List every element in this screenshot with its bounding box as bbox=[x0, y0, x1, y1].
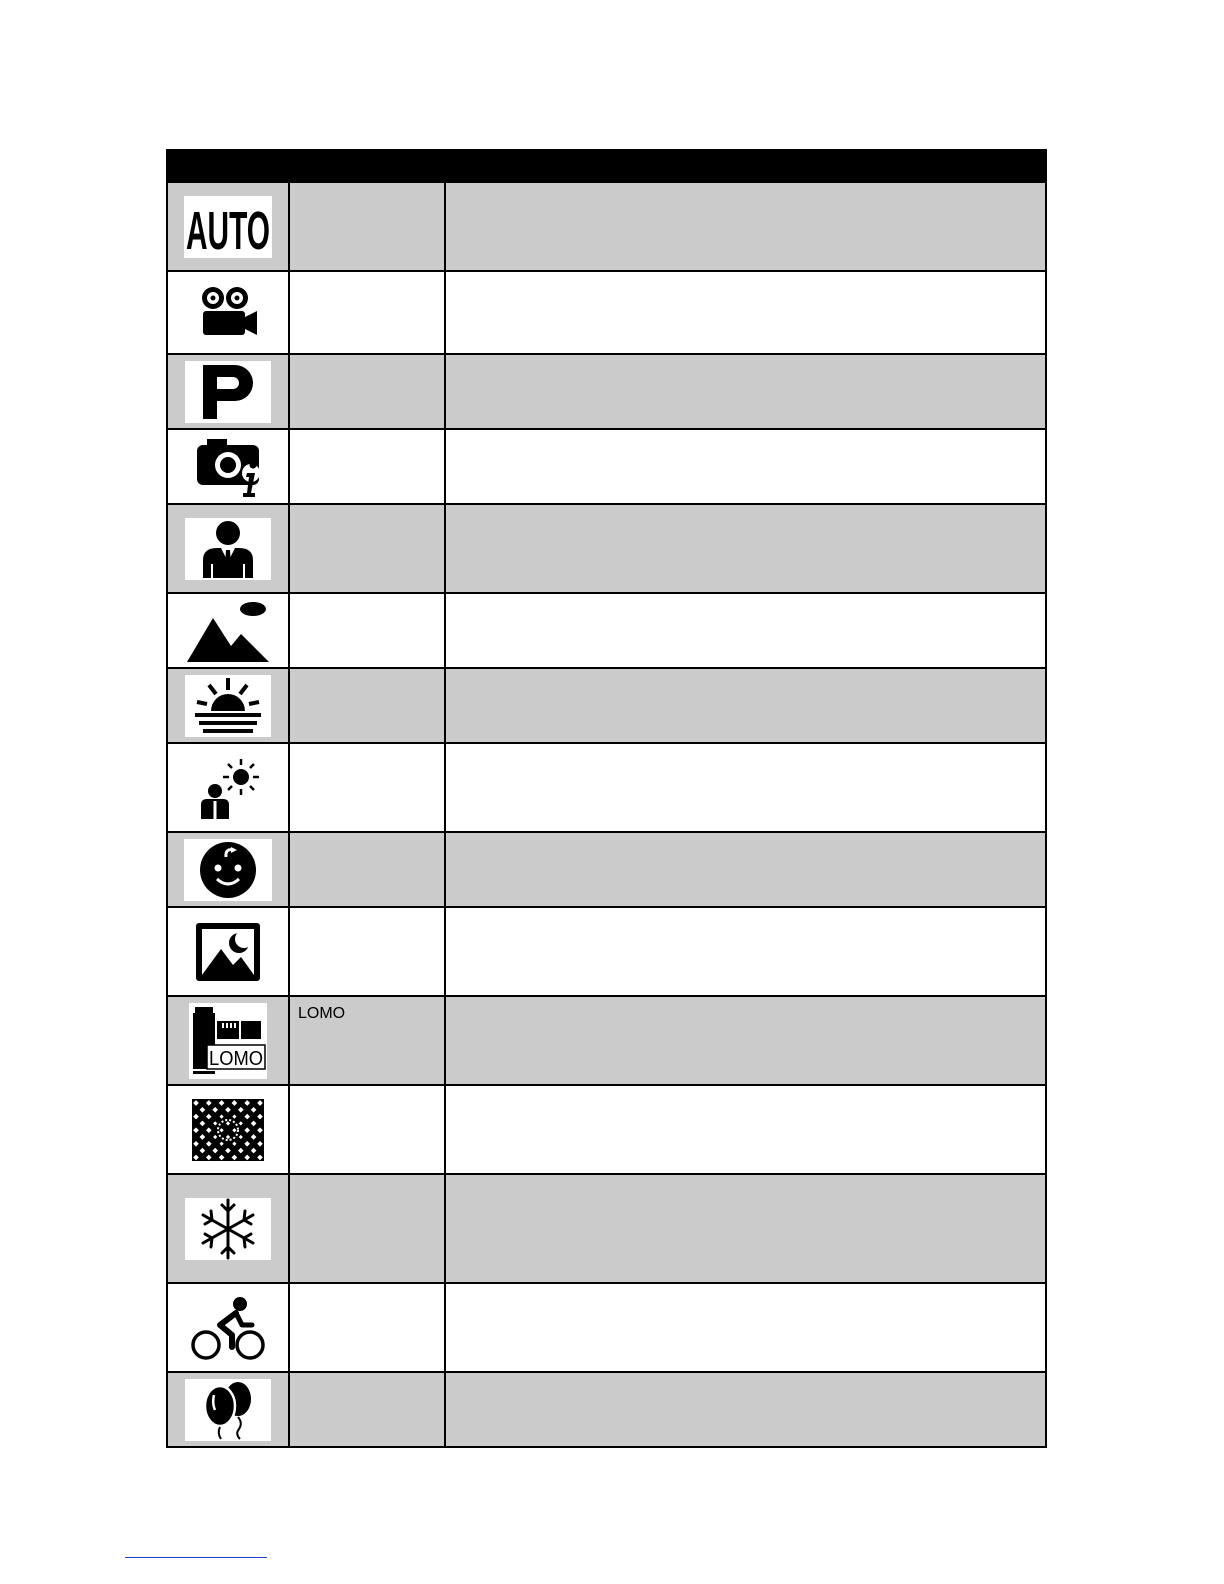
mode-description bbox=[446, 1284, 1045, 1371]
mode-description bbox=[446, 908, 1045, 995]
mode-name bbox=[290, 594, 446, 667]
table-row bbox=[168, 831, 1045, 906]
table-row bbox=[168, 906, 1045, 995]
table-row bbox=[168, 181, 1045, 270]
header-icon bbox=[168, 151, 300, 181]
table-row bbox=[168, 353, 1045, 428]
camera-info-icon bbox=[193, 435, 263, 499]
table-row bbox=[168, 1371, 1045, 1446]
header-description bbox=[466, 151, 1045, 181]
bicycle-sport-icon bbox=[190, 1295, 266, 1361]
mode-name bbox=[290, 669, 446, 742]
mode-description bbox=[446, 594, 1045, 667]
mode-description bbox=[446, 505, 1045, 592]
program-p-icon bbox=[185, 361, 271, 423]
svg-text:AUTO: AUTO bbox=[186, 200, 270, 261]
table-row bbox=[168, 1282, 1045, 1371]
scene-mode-table bbox=[166, 149, 1047, 1448]
night-landscape-icon bbox=[193, 921, 263, 983]
auto-text-icon bbox=[184, 196, 272, 261]
mode-description bbox=[446, 1373, 1045, 1446]
table-header bbox=[168, 151, 1045, 181]
table-row bbox=[168, 428, 1045, 503]
svg-text:LOMO: LOMO bbox=[209, 1047, 263, 1070]
mode-name bbox=[290, 1175, 446, 1282]
fisheye-dots-icon bbox=[192, 1099, 264, 1161]
mode-name bbox=[290, 183, 446, 270]
snowflake-icon bbox=[185, 1198, 271, 1260]
mode-name bbox=[290, 355, 446, 428]
table-row bbox=[168, 503, 1045, 592]
table-row bbox=[168, 1084, 1045, 1173]
mode-description bbox=[446, 744, 1045, 831]
lomo-film-icon bbox=[189, 1003, 267, 1079]
mode-description bbox=[446, 1175, 1045, 1282]
baby-face-icon bbox=[184, 839, 272, 901]
mode-name bbox=[290, 833, 446, 906]
header-mode bbox=[300, 151, 466, 181]
mode-description bbox=[446, 272, 1045, 353]
footer-link-underline bbox=[125, 1557, 267, 1558]
balloons-party-icon bbox=[185, 1379, 271, 1441]
table-row bbox=[168, 270, 1045, 353]
backlight-person-sun-icon bbox=[193, 755, 263, 821]
mode-description bbox=[446, 997, 1045, 1084]
table-row bbox=[168, 592, 1045, 667]
mode-description bbox=[446, 183, 1045, 270]
movie-camera-icon bbox=[195, 285, 261, 341]
landscape-mountain-icon bbox=[185, 598, 271, 664]
mode-name bbox=[290, 272, 446, 353]
mode-name bbox=[290, 1373, 446, 1446]
mode-name bbox=[290, 908, 446, 995]
table-row bbox=[168, 995, 1045, 1084]
sunset-icon bbox=[185, 675, 271, 737]
table-row bbox=[168, 742, 1045, 831]
mode-description bbox=[446, 833, 1045, 906]
mode-name bbox=[290, 430, 446, 503]
mode-name bbox=[290, 744, 446, 831]
table-row bbox=[168, 1173, 1045, 1282]
mode-description bbox=[446, 355, 1045, 428]
mode-description bbox=[446, 430, 1045, 503]
mode-description bbox=[446, 1086, 1045, 1173]
mode-name bbox=[290, 505, 446, 592]
mode-name bbox=[290, 1284, 446, 1371]
portrait-person-icon bbox=[185, 518, 271, 580]
mode-name: LOMO bbox=[290, 997, 446, 1084]
mode-name bbox=[290, 1086, 446, 1173]
mode-description bbox=[446, 669, 1045, 742]
table-row bbox=[168, 667, 1045, 742]
